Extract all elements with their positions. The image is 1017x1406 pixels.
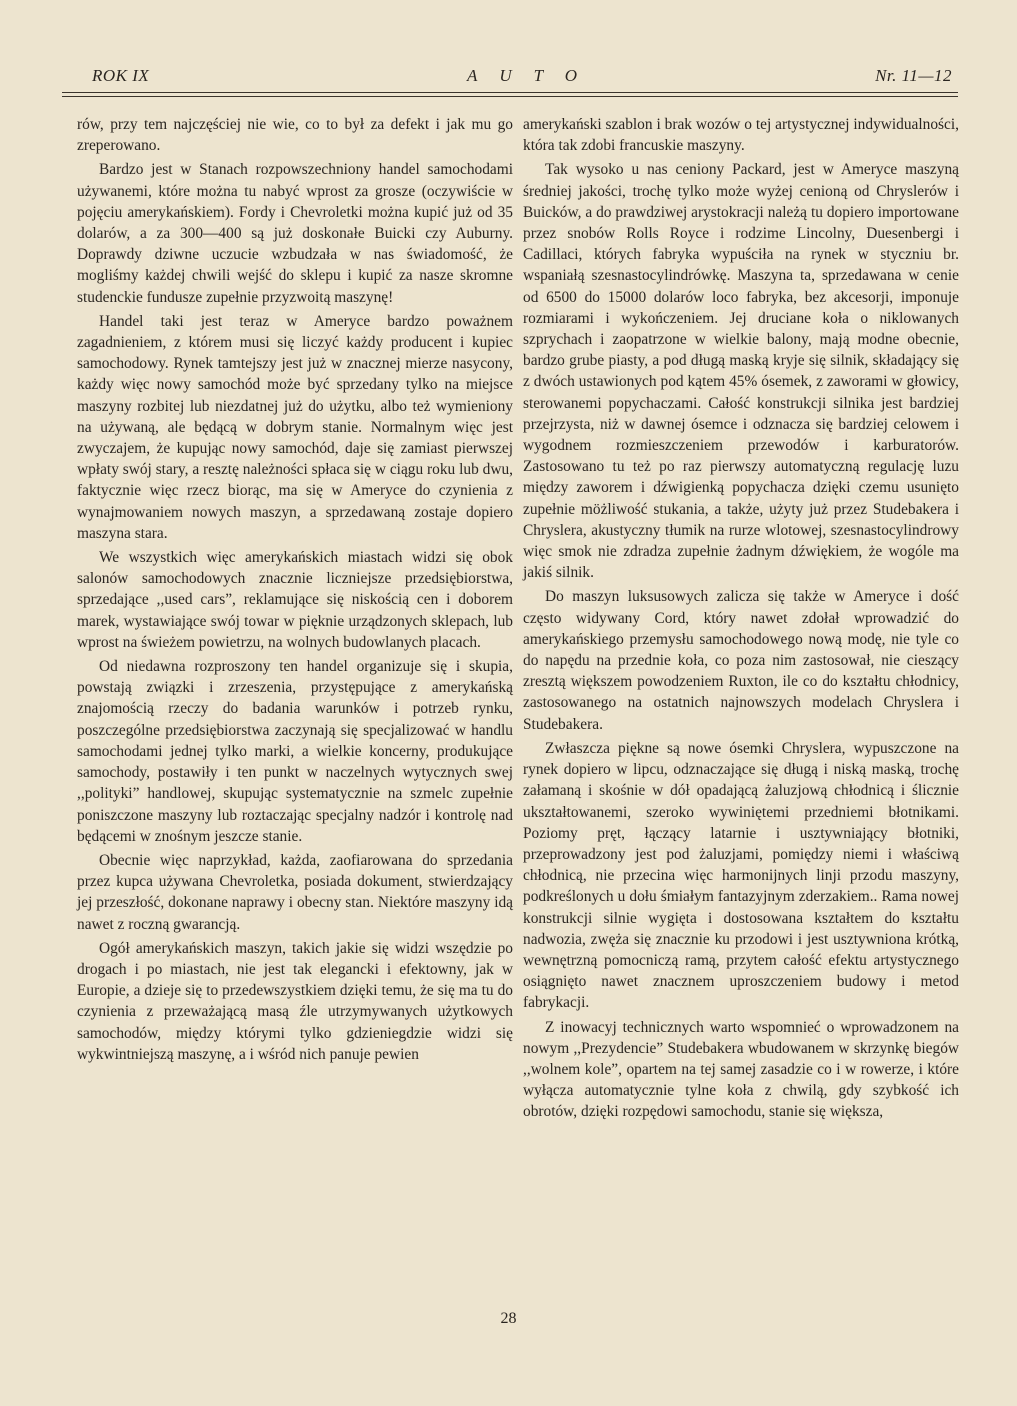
paragraph: Obecnie więc naprzykład, każda, zaofiarowana do sprzedania przez kupca używana Chevroletka, posiada dokument, stwierdzający jej przeszłość, dokonane naprawy i obecny stan. Niektóre maszyny idą nawet z roczną gwarancją. (77, 851, 513, 933)
header-rule-bottom (62, 96, 958, 97)
paragraph: Ogół amerykańskich maszyn, takich jakie się widzi wszędzie po drogach i po miastach, nie jest tak elegancki i efektowny, jak w Europie, a dzieje się to przedewszystkiem dzięki temu, że się ma tu do czynienia z przeważającą masą źle utrzymywanych użytkowych samochodów, między którymi tylko gdzieniegdzie widzi się wykwintniejszą maszynę, a i wśród nich panuje pewien (77, 939, 513, 1063)
page-number: 28 (500, 1310, 517, 1327)
header-rule-top (62, 92, 958, 93)
right-column (523, 114, 959, 1126)
issue-number: Nr. 11—12 (875, 66, 952, 85)
paragraph: Bardzo jest w Stanach rozpowszechniony handel samochodami używanemi, które można tu nabyć wprost za grosze (oczywiście w pojęciu amerykańskiem). Fordy i Chevroletki można kupić już od 35 dolarów, a za 300—400 są już doskonałe Buicki czy Auburny. Doprawdy dziwne uczucie wzbudzała w nas świadomość, że mogliśmy każdej chwili wejść do sklepu i kupić za nasze skromne studenckie fundusze zupełnie przyzwoitą maszynę! (77, 161, 513, 306)
left-column (77, 114, 513, 1068)
running-header (88, 62, 956, 88)
paragraph: amerykański szablon i brak wozów o tej artystycznej indywidualności, która tak zdobi francuskie maszyny. (523, 116, 959, 155)
magazine-title: AUTO (466, 66, 600, 85)
paragraph: Do maszyn luksusowych zalicza się także w Ameryce i dość często widywany Cord, który nawet zdołał wprowadzić do amerykańskiego przemysłu samochodowego nową modę, nie tyle co do napędu na przednie koła, co poza nim zastosował, nie cieszący zresztą większem powodzeniem Ruxton, ile co do kształtu chłodnicy, zastosowanego na ostatnich najnowszych modelach Chryslera i Studebakera. (523, 588, 959, 733)
paragraph: rów, przy tem najczęściej nie wie, co to był za defekt i jak mu go zreperowano. (77, 116, 513, 155)
paragraph: Z inowacyj technicznych warto wspomnieć o wprowadzonem na nowym ,,Prezydencie” Studebakera wbudowanem w skrzynkę biegów ,,wolnem kole”, opartem na tej samej zasadzie co i w rowerze, i które wyłącza automatycznie tylne koła z chwilą, gdy szybkość ich obrotów, dzięki rozpędowi samochodu, stanie się większa, (523, 1018, 959, 1121)
paragraph: We wszystkich więc amerykańskich miastach widzi się obok salonów samochodowych znacznie liczniejsze przedsiębiorstwa, sprzedające ,,used cars”, reklamujące się niskością cen i doborem marek, wystawiające swój towar w pięknie urządzonych sklepach, lub wprost na świeżem powietrzu, na wolnych budowlanych placach. (77, 549, 513, 651)
paragraph: Od niedawna rozproszony ten handel organizuje się i skupia, powstają związki i zrzeszenia, przystępujące z amerykańską znajomością rzeczy do badania warunków i potrzeb rynku, poszczególne przedsiębiorstwa zaczynają się specjalizować w handlu samochodami jednej tylko marki, a wielkie koncerny, produkujące samochody, postawiły i ten punkt w naczelnych wytycznych swej ,,polityki” handlowej, skupując systematycznie na szmelc zupełnie poniszczone maszyny lub roztaczając specjalny nadzór i kontrolę nad będącemi w znośnym jeszcze stanie. (77, 658, 513, 845)
volume-label: ROK IX (92, 66, 150, 85)
paragraph: Zwłaszcza piękne są nowe ósemki Chryslera, wypuszczone na rynek dopiero w lipcu, odznaczające się długą i niską maską, trochę załamaną i skośnie w dół opadającą żaluzjową chłodnicą i ślicznie ukształtowanemi, szeroko wywiniętemi przedniemi błotnikami. Poziomy pręt, łączący latarnie i usztywniający błotniki, przeprowadzony jest pod żaluzjami, pomiędzy niemi i właściwą chłodnicą, nie przecina więc harmonijnych linji przodu maszyny, podkreślonych u dołu śmiałym fantazyjnym zderzakiem.. Rama nowej konstrukcji silnie wygięta i dostosowana kształtem do kształtu nadwozia, zwęża się znacznie ku przodowi i jest usztywniona krótką, wewnętrzną pomocniczą ramą, przytem całość efektu artystycznego osiągnięto nawet znacznem uproszczeniem budowy i metod fabrykacji. (523, 739, 959, 1012)
paragraph: Tak wysoko u nas ceniony Packard, jest w Ameryce maszyną średniej jakości, trochę tylko może wyżej cenioną od Chryslerów i Buicków, a do prawdziwej arystokracji należą tu dopiero importowane przez snobów Rolls Royce i rodzime Lincolny, Duesenbergi i Cadillaci, których fabryka wypuściła na rynek w styczniu br. wspaniałą szesnastocylindrówkę. Maszyna ta, sprzedawana w cenie od 6500 do 15000 dolarów loco fabryka, bez akcesorji, imponuje rozmiarami i wykończeniem. Jej druciane koła o niklowanych szprychach i zaopatrzone w wielkie balony, mają modne obecnie, bardzo grube piasty, a pod długą maską kryje się silnik, składający się z dwóch ustawionych pod kątem 45% ósemek, z zaworami w głowicy, sterowanemi popychaczami. Całość konstrukcji silnika jest bardziej przejrzysta, niż w dawnej ósemce i odznacza się bardziej celowem i wygodnem rozmieszczeniem przewodów i karburatorów. Zastosowano tu też po raz pierwszy automatyczną regulację luzu między zaworem i dźwigienką popychacza dzięki czemu usunięto zupełnie möżliwość stukania, a także, użyty już przez Studebakera i Chryslera, akustyczny tłumik na rurze wlotowej, szesnastocylindrowy więc smok nie zdradza zupełnie żadnym dźwiękiem, że wogóle ma jakiś silnik. (523, 161, 959, 582)
paragraph: Handel taki jest teraz w Ameryce bardzo poważnem zagadnieniem, z którem musi się liczyć każdy producent i kupiec samochodowy. Rynek tamtejszy jest już w znacznej mierze nasycony, każdy więc nowy samochód może być sprzedany tylko na miejsce maszyny rozbitej lub niezdatnej już do użytku, albo też wymieniony na używaną, ale będącą w dobrym stanie. Normalnym więc jest zwyczajem, że kupując nowy samochód, daje się zamiast pierwszej wpłaty swój stary, a resztę należności spłaca się w ciągu roku lub dwu, faktycznie więc rzecz biorąc, ma się w Ameryce do czynienia z wynajmowaniem nowych maszyn, a sprzedawaną zostaje dopiero maszyna stara. (77, 312, 513, 542)
